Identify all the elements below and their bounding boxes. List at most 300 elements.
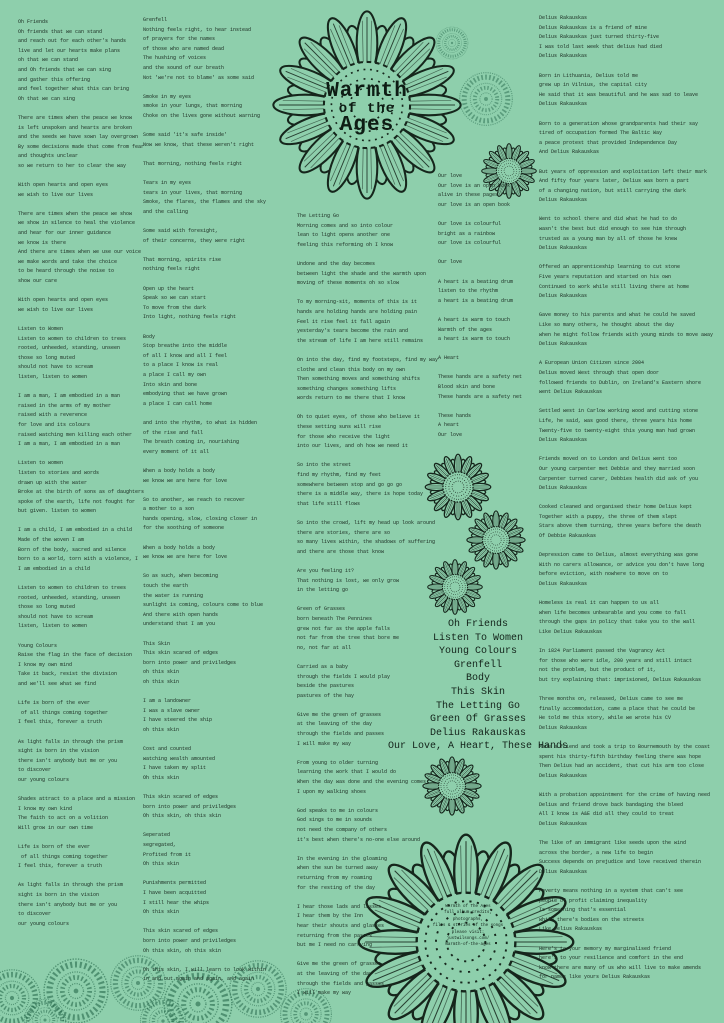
lyric-line: He said that it was beautiful and he was sad to leave: [539, 91, 699, 98]
lyric-line: Profited from it: [143, 851, 192, 858]
lyric-line: to a place I know is real: [143, 362, 219, 369]
lyric-stanza: [18, 18, 144, 104]
lyric-line: Together with a puppy, the three of them slept: [539, 513, 678, 520]
lyric-line: feeling this reforming oh I know: [297, 241, 394, 248]
lyric-line: trusted as a young man by all of those he knew: [539, 235, 678, 242]
lyric-line: Some said with foresight,: [143, 228, 219, 235]
lyric-line: raised in the arms of my mother: [18, 402, 112, 409]
lyric-stanza: [539, 72, 713, 110]
lyric-line: Delius Rakauskas: [539, 197, 588, 204]
lyric-line: Homeless is real it can happen to us all: [539, 600, 660, 607]
lyric-line: Delius Rakauskas: [539, 581, 588, 588]
lyric-stanza: [539, 455, 713, 493]
lyric-line: of all I know and all I feel: [143, 352, 228, 359]
credits-line: photographs,: [452, 917, 484, 922]
lyric-line: This skin scared of edges: [143, 928, 219, 935]
lyric-line: of a changing nation, but still carrying the dark: [539, 187, 687, 194]
lyric-line: Not 'we're not to blame' as some said: [143, 74, 255, 81]
lyric-line: there are stories, there are so: [297, 529, 391, 536]
lyric-line: oh this skin: [143, 726, 180, 733]
lyric-line: watching wealth amounted: [143, 755, 216, 762]
lyric-line: Gave money to his parents and what he could he saved: [539, 312, 696, 319]
lyric-line: Body: [143, 333, 156, 340]
lyric-line: Raise the flag in the face of decision: [18, 652, 133, 659]
lyric-line: there isn't anybody but me or you: [18, 901, 118, 908]
lyric-line: In 1824 Parliament passed the Vagrancy Act: [539, 648, 666, 655]
lyric-stanza: [18, 795, 144, 833]
lyric-line: Five years reputation and started on his own: [539, 274, 672, 281]
lyric-stanza: [539, 311, 713, 349]
album-title-line: Ages: [339, 114, 395, 137]
lyric-stanza: [297, 212, 438, 250]
lyric-line: born into power and priviledges: [143, 938, 237, 944]
lyric-stanza: [143, 879, 266, 917]
lyric-stanza: [18, 459, 144, 517]
lyric-stanza: [297, 298, 438, 346]
lyric-line: beside the pastures: [297, 683, 355, 690]
lyric-line: listen, listen to women: [18, 623, 88, 630]
lyric-line: A European Union Citizen since 2004: [539, 360, 645, 367]
lyric-line: touch the earth: [143, 583, 189, 590]
lyric-line: That morning, spirits rise: [143, 256, 222, 263]
lyric-line: Born to a generation whose grandparents had their say: [539, 120, 699, 127]
lyric-stanza: [143, 16, 266, 83]
lyric-line: to discover: [18, 767, 52, 774]
lyric-line: Of Debbie Rakauskas: [539, 533, 597, 540]
lyric-stanza: [143, 419, 266, 457]
lyric-line: The hushing of voices: [143, 55, 207, 62]
lyric-line: Speak so we can start: [143, 295, 207, 302]
lyric-line: returning from the passes: [297, 932, 373, 939]
lyric-line: So into the crowd, lift my head up look around: [297, 520, 436, 526]
lyric-line: Three months on, released, Delius came to see me: [539, 696, 684, 703]
lyric-line: Choke on the lives gone without warning: [143, 112, 261, 119]
lyric-line: Grenfell: [143, 17, 168, 23]
lyric-line: A heart: [438, 422, 460, 429]
lyric-line: The breath coming in, nourishing: [143, 439, 240, 446]
lyric-line: born beneath The Pennines: [297, 615, 373, 622]
lyric-line: Delius Rakauskas: [539, 485, 588, 492]
lyric-line: lean to light opens another one: [297, 232, 391, 239]
lyric-line: when the sun be turned away: [297, 865, 379, 872]
lyric-line: we wish to live our lives: [18, 191, 94, 198]
lyric-line: hands are holding hands are holding pain: [297, 308, 418, 315]
lyric-stanza: [143, 467, 266, 486]
lyric-stanza: [143, 544, 266, 563]
lyric-line: sight is born in the vision: [18, 748, 100, 755]
lyric-line: nothing feels right: [143, 266, 201, 273]
album-title: [287, 82, 447, 136]
lyric-line: returning from my roaming: [297, 874, 373, 881]
lyric-line: those so long muted: [18, 354, 76, 361]
lyric-line: Then something moves and something shifts: [297, 376, 421, 383]
lyric-line: Broke at the birth of sons as of daughters: [18, 489, 145, 496]
lyric-line: I am a child, I am embodied in a child: [18, 527, 133, 534]
lyric-line: for those who were idle, 200 years and still intact: [539, 657, 693, 664]
lyric-line: oh this skin: [143, 669, 180, 676]
lyric-line: Continued to work while still living there at home: [539, 283, 690, 290]
lyric-line: Poverty means nothing in a system that can't see: [539, 888, 684, 895]
lyric-line: With open hearts and open eyes: [18, 182, 109, 189]
lyric-stanza: [143, 256, 266, 275]
lyric-line: and the sound of our breath: [143, 64, 225, 71]
lyric-line: All I know is A&E did all they could to treat: [539, 811, 675, 818]
lyric-line: Made of the woven I am: [18, 537, 85, 544]
lyric-line: show our care: [18, 278, 58, 285]
lyric-line: Delius Rakauskas: [539, 772, 588, 779]
lyric-line: and hear for our inner guidance: [18, 230, 112, 237]
album-title-line: Warmth: [326, 80, 408, 103]
lyric-stanza: [143, 831, 266, 869]
lyric-line: Give me the green of grasses: [297, 961, 382, 968]
lyric-line: Is something that's essential: [539, 907, 627, 914]
lyric-line: there isn't anybody but me or you: [18, 757, 118, 764]
lyric-line: for the soothing of someone: [143, 525, 225, 532]
lyric-line: Delius Rakauskas just turned thirty-five: [539, 34, 660, 41]
lyric-line: These hands: [438, 412, 472, 419]
lyric-line: somewhere between stop and go go go: [297, 481, 403, 488]
lyric-line: There are times when the peace we show: [18, 210, 133, 217]
lyric-line: I am a man, I am embodied in a man: [18, 393, 121, 400]
lyric-line: Went to school there and did what he had to do: [539, 216, 678, 223]
lyric-stanza: [18, 526, 144, 574]
lyric-line: Seperated: [143, 832, 171, 839]
lyric-stanza: [539, 263, 713, 301]
lyric-line: we know we are here for love: [143, 477, 228, 484]
lyric-line: no, not far at all: [297, 644, 352, 651]
lyric-line: every moment of it all: [143, 448, 210, 455]
lyric-stanza: [143, 333, 266, 410]
lyric-line: To my morning-sit, moments of this is it: [297, 299, 418, 306]
lyric-line: to discover: [18, 911, 52, 918]
lyric-line: Smoke in my eyes: [143, 93, 192, 100]
lyric-line: wasn't the best but did enough to see him through: [539, 226, 687, 233]
lyric-line: of those who are named dead: [143, 45, 225, 52]
lyric-stanza: [297, 260, 438, 289]
lyric-line: live and let our hearts make plans: [18, 47, 121, 54]
lyric-line: Warmth of the ages: [438, 326, 493, 333]
lyric-line: our young colours: [18, 776, 70, 783]
lyric-stanza: [143, 285, 266, 323]
lyric-line: Then Delius had an accident, that cut his arm too close: [539, 763, 705, 770]
lyric-line: Delius Rakauskas: [539, 101, 588, 108]
lyric-line: our love is an open book: [438, 201, 511, 208]
lyrics-column-left: [18, 18, 144, 939]
lyric-line: So as such, when becoming: [143, 573, 219, 580]
lyric-line: A heart is a beating drum: [438, 278, 514, 285]
lyric-line: I know my own kind: [18, 805, 73, 812]
lyric-line: find my rhythm, find my feet: [297, 472, 382, 479]
lyric-line: There are times when the peace we know: [18, 114, 133, 121]
lyric-stanza: [143, 160, 266, 170]
lyric-stanza: [18, 296, 144, 315]
lyric-stanza: [18, 392, 144, 450]
lyric-stanza: [297, 461, 438, 509]
lyric-line: born to a world, torn with a violence, I: [18, 556, 139, 563]
lyric-line: God speaks to me in colours: [297, 807, 379, 814]
credits-line: warmth-of-the-ages: [445, 943, 491, 948]
lyric-line: These hands are a safety net: [438, 393, 523, 400]
lyric-stanza: [18, 699, 144, 728]
lyric-line: born into power and priviledges: [143, 803, 237, 810]
lyric-line: we know is there: [18, 239, 67, 246]
lyric-line: Oh Friends: [18, 19, 49, 25]
lyric-line: listen to the rhythm: [438, 288, 499, 295]
lyric-stanza: [438, 373, 522, 402]
lyric-line: it's best when there's no-one else around: [297, 836, 421, 843]
lyric-line: raised watching men killing each other: [18, 431, 133, 438]
tracklist-item: Body: [465, 673, 490, 685]
lyric-stanza: [539, 551, 713, 589]
lyric-line: oh that we can stand: [18, 57, 79, 64]
lyric-line: This skin scared of edges: [143, 794, 219, 801]
lyric-line: When the day was done and the evening comes: [297, 779, 427, 786]
tracklist-item: The Letting Go: [435, 700, 520, 712]
lyric-line: Like so many others, he thought about the day: [539, 322, 675, 328]
lyric-line: to be heard through the noise to: [18, 268, 115, 275]
lyric-stanza: [438, 220, 522, 249]
lyric-line: our young colours: [18, 920, 70, 927]
lyric-line: we wish to live our lives: [18, 306, 94, 313]
lyric-line: Oh this skin, oh this skin: [143, 813, 222, 820]
lyric-line: I upon my walking shoes: [297, 788, 367, 795]
tracklist-item: Young Colours: [438, 646, 517, 658]
lyric-line: but me I need no carrying: [297, 942, 373, 949]
lyric-line: tired of occupation formed The Baltic Way: [539, 130, 663, 137]
lyric-line: And Delius Rakauskas: [539, 149, 600, 156]
lyric-line: grew not far as the apple falls: [297, 625, 391, 632]
lyric-line: through the fields and passes: [297, 731, 385, 738]
credits-text: [406, 904, 530, 949]
lyric-line: but try explaining that: imprisioned, Delius Rakauskas: [539, 676, 702, 683]
lyric-line: of all things coming together: [18, 853, 109, 860]
lyric-line: of all things coming together: [18, 709, 109, 716]
lyric-line: Delius and friend drove back bandaging the bleed: [539, 801, 684, 808]
lyric-stanza: [143, 966, 266, 985]
lyric-stanza: [539, 14, 713, 62]
lyric-line: Life is born of the ever: [18, 700, 91, 707]
lyric-line: smoke in your lungs, that morning: [143, 103, 243, 110]
lyric-line: and feel together what this can bring: [18, 86, 130, 93]
lyric-line: When a body holds a body: [143, 544, 216, 551]
lyric-line: hands opening, slow, closing closer in: [143, 515, 258, 522]
lyrics-column-delius: [539, 14, 713, 993]
lyric-stanza: [539, 359, 713, 397]
lyric-line: I feel this, forever a truth: [18, 719, 103, 726]
lyric-line: Will grow in our own time: [18, 824, 94, 831]
lyric-line: drawn up with the water: [18, 479, 88, 486]
lyric-stanza: [143, 745, 266, 783]
lyric-line: Delius Rakauskas: [539, 724, 588, 731]
lyric-line: I am a man, I am embodied in a man: [18, 441, 121, 448]
lyric-line: Delius Rakauskas: [539, 245, 588, 252]
lyric-line: should not have to scream: [18, 613, 94, 620]
lyric-line: God sings to me in sounds: [297, 817, 373, 824]
lyric-line: I was told last week that delius had died: [539, 43, 663, 50]
lyric-line: went Delius Rakauskas: [539, 389, 603, 396]
lyric-line: spoke of the earth, life not fought for: [18, 498, 136, 505]
tracklist-item: Oh Friends: [447, 619, 508, 630]
lyric-line: Young Colours: [18, 642, 58, 649]
lyric-line: Green of Grasses: [297, 606, 346, 613]
lyric-line: Born of the body, sacred and silence: [18, 546, 127, 553]
lyric-stanza: [143, 496, 266, 534]
lyric-line: Carried as a baby: [297, 663, 349, 670]
lyric-line: I know my own mind: [18, 661, 73, 668]
lyric-line: those so long muted: [18, 604, 76, 611]
lyric-line: With a probation appointment for the crime of having need: [539, 792, 711, 799]
lyric-line: Shades attract to a place and a mission: [18, 796, 136, 803]
lyric-line: Tears in my eyes: [143, 180, 192, 187]
lyric-line: Our love: [438, 432, 463, 439]
lyric-line: here's to your resilience and comfort in the end: [539, 955, 684, 962]
lyric-line: Delius Rakauskas: [539, 53, 588, 60]
lyric-line: and we'll see what we find: [18, 680, 97, 687]
lyric-line: Smoke, the flares, the flames and the sky: [143, 199, 267, 206]
lyric-line: Delius Rakauskas: [539, 293, 588, 300]
lyric-line: Nothing feels right, to hear instead: [143, 26, 252, 33]
lyric-line: know there are many of us who will live to make amends: [539, 964, 702, 971]
lyric-stanza: [143, 927, 266, 956]
lyric-stanza: [18, 843, 144, 872]
tracklist-item: Delius Rakauskas: [429, 727, 526, 739]
lyric-stanza: [297, 356, 438, 404]
lyric-line: The like of an immigrant like seeds upon the wind: [539, 840, 687, 847]
lyric-line: the stream of life I am here still remains: [297, 337, 424, 344]
lyric-line: This skin scared of edges: [143, 650, 219, 657]
lyric-line: spent his thirty-fifth birthday feeling there was hope: [539, 753, 702, 760]
lyric-line: Here's to your memory my marginalised friend: [539, 945, 672, 952]
lyric-line: Cooked cleaned and organised their home Delius kept: [539, 504, 693, 511]
lyric-stanza: [438, 354, 522, 364]
lyric-line: sight is born in the vision: [18, 892, 100, 899]
lyric-line: Take it back, resist the division: [18, 671, 118, 678]
lyric-line: not need the company of others: [297, 827, 388, 833]
lyric-line: a peace protest that provided Independence Day: [539, 139, 678, 146]
lyric-line: of their concerns, they were right: [143, 237, 246, 244]
lyric-line: I am a landowner: [143, 698, 192, 705]
lyrics-column-second: [143, 16, 266, 995]
lyric-line: That nothing is lost, we only grow: [297, 577, 400, 584]
lyric-line: while there's bodies on the streets: [539, 916, 645, 923]
lyric-line: finally accommodation, came a place that he could be: [539, 705, 696, 712]
lyric-line: at the leaving of the day: [297, 721, 373, 728]
lyric-line: grew up in Vilnius, the capital city: [539, 82, 648, 89]
lyric-line: our love is colourful: [438, 240, 502, 247]
lyric-line: pastures of the hay: [297, 692, 355, 699]
lyric-line: Listen to Women: [18, 326, 64, 332]
lyric-line: Oh to quiet eyes, of those who believe it: [297, 414, 421, 421]
lyric-line: and Oh friends that we can sing: [18, 66, 112, 73]
lyric-line: bright as a rainbow: [438, 230, 496, 237]
lyric-line: when he might follow friends with young minds to move away: [539, 331, 714, 338]
lyric-line: we show in silence to heal the violence: [18, 220, 136, 227]
lyric-line: Are you feeling it?: [297, 567, 355, 574]
lyric-line: hear their shouts and glasses: [297, 922, 385, 929]
lyric-stanza: [143, 697, 266, 735]
lyric-line: That morning, nothing feels right: [143, 160, 243, 167]
lyric-stanza: [297, 960, 438, 998]
lyric-line: through the fields I would play: [297, 673, 391, 680]
lyric-line: that life still flows: [297, 500, 361, 507]
lyric-line: Oh this skin: [143, 774, 180, 781]
lyric-stanza: [438, 258, 522, 268]
lyric-line: Success depends on prejudice and love received therein: [539, 859, 702, 866]
lyric-line: So into the street: [297, 462, 352, 469]
lyric-line: people of profit claiming inequality: [539, 897, 648, 904]
lyric-stanza: [539, 215, 713, 253]
lyric-line: the water is running: [143, 592, 204, 599]
lyric-line: I hear those lads and lasses: [297, 903, 382, 910]
lyric-line: segregated,: [143, 842, 177, 849]
lyric-stanza: [539, 887, 713, 935]
lyric-line: oh this skin: [143, 678, 180, 685]
lyric-line: understand that I am you: [143, 621, 216, 628]
tracklist: [378, 618, 578, 754]
credits-line: full album credits,: [444, 911, 492, 916]
lyric-stanza: [297, 413, 438, 451]
lyrics-column-our-love: [438, 172, 522, 450]
lyric-line: With no carers allowance, or advice you don't have long: [539, 561, 705, 568]
lyric-line: I have steered the ship: [143, 717, 213, 724]
lyric-stanza: [539, 120, 713, 158]
lyric-line: when life becomes unbearable and you come to fall: [539, 609, 687, 616]
lyric-line: As light falls in through the prism: [18, 882, 124, 889]
lyric-line: not the problem, but the product of it,: [539, 667, 657, 674]
lyric-line: followed friends to Dublin, on Ireland's Eastern shore: [539, 379, 702, 386]
lyric-line: Listen to women to children to trees: [18, 585, 127, 592]
lyric-line: at the leaving of the day: [297, 970, 373, 977]
lyric-line: I am embodied in a child: [18, 565, 91, 572]
lyric-line: Into skin and bone: [143, 381, 198, 388]
lyric-line: Oh this skin, I will learn to look within: [143, 966, 267, 973]
lyric-line: Our love: [438, 259, 463, 266]
lyric-line: we make words and take the choice: [18, 258, 118, 265]
lyric-line: rooted, unheeded, standing, unseen: [18, 594, 121, 601]
lyric-line: Carpenter turned carer, Debbies health did ask of you: [539, 475, 699, 482]
lyric-stanza: [18, 881, 144, 929]
lyric-line: Like Delius Rakauskas: [539, 926, 603, 933]
lyric-line: before eviction, with nowhere to move on to: [539, 571, 669, 578]
lyric-line: so many lives within, the shadows of suffering: [297, 539, 436, 546]
lyric-line: for names like yours Delius Rakauskas: [539, 974, 651, 981]
lyric-line: I have been acquitted: [143, 890, 207, 897]
lyric-line: and the seeds we have sown lay overgrown: [18, 134, 139, 141]
lyric-line: Born in Lithuania, Delius told me: [539, 72, 639, 79]
credits-line: films & stories of the songs: [432, 924, 504, 929]
lyric-line: Life, he said, was good there, three years his home: [539, 417, 693, 424]
lyric-stanza: [297, 855, 438, 893]
lyric-line: Oh this skin, oh this skin: [143, 947, 222, 954]
lyric-line: listen, listen to women: [18, 373, 88, 380]
lyric-line: Delius Rakauskas is a friend of mine: [539, 24, 648, 31]
lyric-line: Some said 'it's safe inside': [143, 132, 228, 139]
lyric-line: these setting suns will rise: [297, 424, 382, 431]
lyric-line: clothe and clean this body on my own: [297, 366, 406, 373]
lyric-line: Settled west in Carlow working wood and cutting stone: [539, 408, 699, 415]
lyric-line: between light the shade and the warmth upon: [297, 270, 427, 277]
lyric-line: Delius Rakauskas: [539, 820, 588, 827]
lyric-line: into our lives, and oh how we need it: [297, 443, 409, 450]
lyric-line: A heart is warm to touch: [438, 316, 511, 323]
lyric-line: Delius Rakauskas: [539, 341, 588, 348]
lyric-stanza: [18, 114, 144, 172]
lyric-line: I have taken my split: [143, 765, 207, 772]
lyric-line: but given. listen to women: [18, 508, 97, 515]
album-title-line: of the: [338, 101, 396, 117]
lyric-line: Listen to women: [18, 460, 64, 467]
lyric-line: I will make my way: [297, 990, 352, 997]
